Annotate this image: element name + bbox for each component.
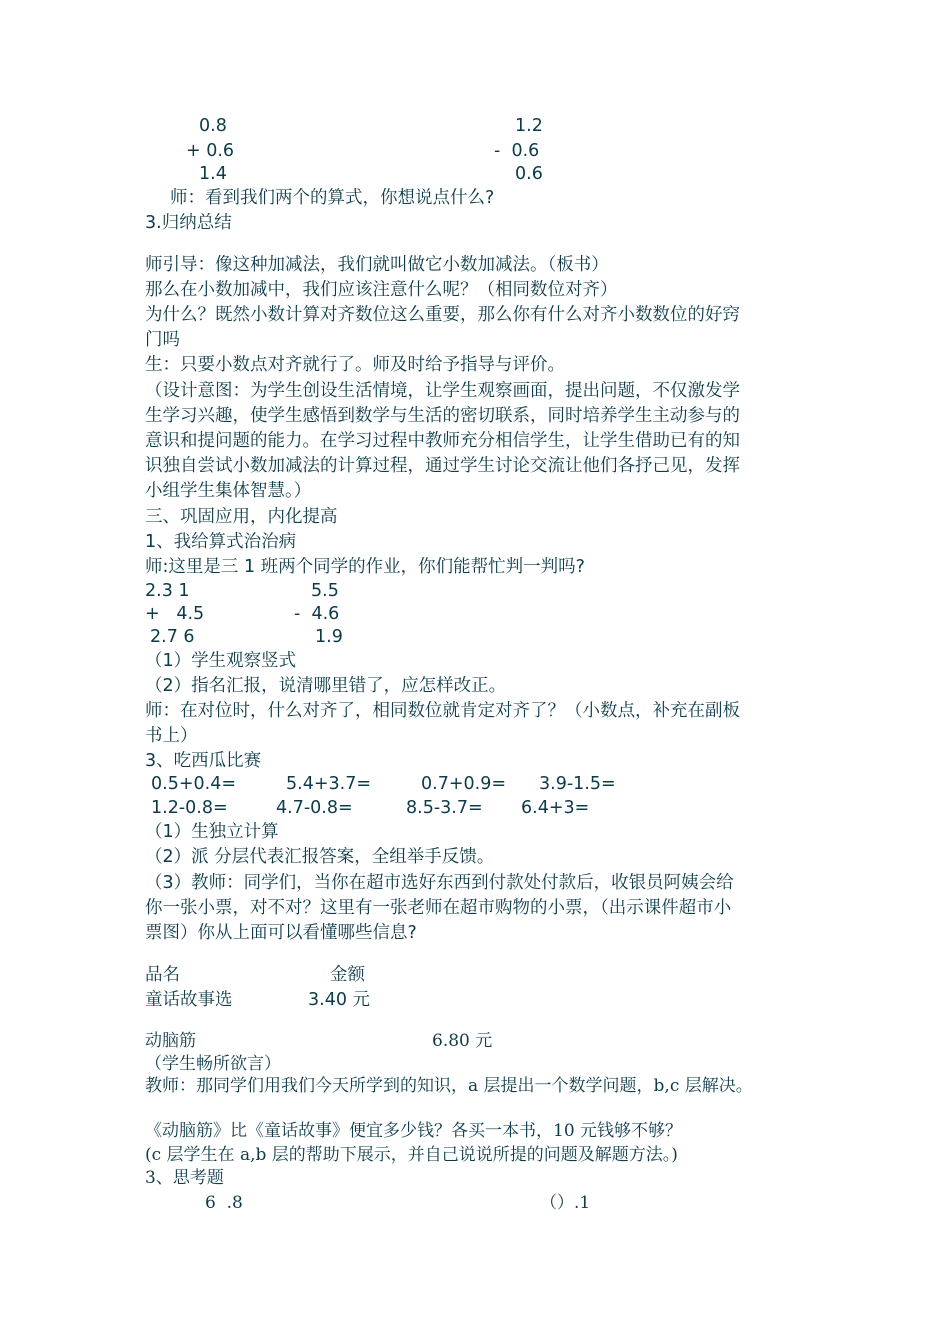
paragraph-line: 为什么？既然小数计算对齐数位这么重要，那么你有什么对齐小数数位的好窍 (145, 305, 740, 325)
paragraph-line: 师:这里是三 1 班两个同学的作业，你们能帮忙判一判吗? (145, 557, 585, 577)
receipt-header-item: 品名 (145, 965, 180, 985)
receipt-item: 动脑筋 (145, 1031, 196, 1051)
expression: 0.5+0.4= (151, 774, 236, 794)
section-heading: 三、巩固应用，内化提高 (145, 507, 338, 527)
paragraph-line: 书上） (145, 726, 198, 746)
paragraph-line: （1）学生观察竖式 (145, 651, 297, 671)
paragraph-line: （1）生独立计算 (145, 822, 279, 842)
calc-operand: 2.3 1 (145, 581, 190, 601)
calc-operand: - 4.6 (294, 604, 340, 624)
expression: 0.7+0.9= (421, 774, 506, 794)
expression: 3.9-1.5= (539, 774, 616, 794)
expression: 8.5-3.7= (406, 798, 483, 818)
paragraph-line: 那么在小数加减中，我们应该注意什么呢？（相同数位对齐） (145, 280, 618, 300)
paragraph-line: （学生畅所欲言） (145, 1054, 281, 1074)
calc-operand: + 0.6 (186, 141, 235, 161)
calc-result: 1.9 (315, 627, 343, 647)
expression: 5.4+3.7= (286, 774, 371, 794)
calc-operand: 5.5 (311, 581, 339, 601)
calc-operand: （）.1 (540, 1193, 591, 1213)
expression: 1.2-0.8= (151, 798, 228, 818)
paragraph-line: 小组学生集体智慧。） (145, 481, 312, 501)
calc-result: 1.4 (199, 164, 227, 184)
section-heading: 3.归纳总结 (145, 213, 232, 233)
calc-result: 2.7 6 (150, 627, 195, 647)
calc-operand: - 0.6 (494, 141, 540, 161)
section-heading: 1、我给算式治治病 (145, 532, 297, 552)
expression: 6.4+3= (521, 798, 590, 818)
paragraph-line: （2）指名汇报，说清哪里错了，应怎样改正。 (145, 676, 507, 696)
paragraph-line: 生：只要小数点对齐就行了。师及时给予指导与评价。 (145, 355, 565, 375)
paragraph-line: 票图）你从上面可以看懂哪些信息? (145, 923, 417, 943)
receipt-price: 3.40 元 (308, 990, 371, 1010)
paragraph-line: 生学习兴趣，使学生感悟到数学与生活的密切联系，同时培养学生主动参与的 (145, 406, 740, 426)
paragraph-line: 教师：那同学们用我们今天所学到的知识，a 层提出一个数学问题，b,c 层解决。 (145, 1076, 753, 1096)
paragraph-line: （2）派 分层代表汇报答案，全组举手反馈。 (145, 847, 495, 867)
paragraph-line: 门吗 (145, 330, 180, 350)
section-heading: 3、思考题 (145, 1168, 224, 1188)
calc-operand: 1.2 (515, 116, 543, 136)
paragraph-line: (c 层学生在 a,b 层的帮助下展示，并自己说说所提的问题及解题方法。) (145, 1145, 678, 1165)
paragraph-line: 师引导：像这种加减法，我们就叫做它小数加减法。（板书） (145, 255, 609, 275)
paragraph-line: 意识和提问题的能力。在学习过程中教师充分相信学生，让学生借助已有的知 (145, 431, 740, 451)
receipt-item: 童话故事选 (145, 990, 233, 1010)
paragraph-line: 《动脑筋》比《童话故事》便宜多少钱？各买一本书，10 元钱够不够？ (145, 1121, 683, 1141)
paragraph-line: （设计意图：为学生创设生活情境，让学生观察画面，提出问题，不仅激发学 (145, 381, 740, 401)
section-heading: 3、吃西瓜比赛 (145, 751, 262, 771)
expression: 4.7-0.8= (276, 798, 353, 818)
receipt-price: 6.80 元 (432, 1031, 493, 1051)
paragraph-line: 师：在对位时，什么对齐了，相同数位就肯定对齐了？（小数点，补充在副板 (145, 701, 740, 721)
calc-operand: + 4.5 (145, 604, 205, 624)
paragraph-line: （3）教师：同学们，当你在超市选好东西到付款处付款后，收银员阿姨会给 (145, 873, 734, 893)
paragraph-line: 你一张小票，对不对？这里有一张老师在超市购物的小票，（出示课件超市小 (145, 898, 732, 918)
receipt-header-price: 金额 (330, 965, 365, 985)
calc-operand: 0.8 (199, 116, 227, 136)
paragraph-line: 师：看到我们两个的算式，你想说点什么? (170, 188, 495, 208)
calc-operand: 6 .8 (205, 1193, 243, 1213)
paragraph-line: 识独自尝试小数加减法的计算过程，通过学生讨论交流让他们各抒己见，发挥 (145, 456, 740, 476)
calc-result: 0.6 (515, 164, 543, 184)
